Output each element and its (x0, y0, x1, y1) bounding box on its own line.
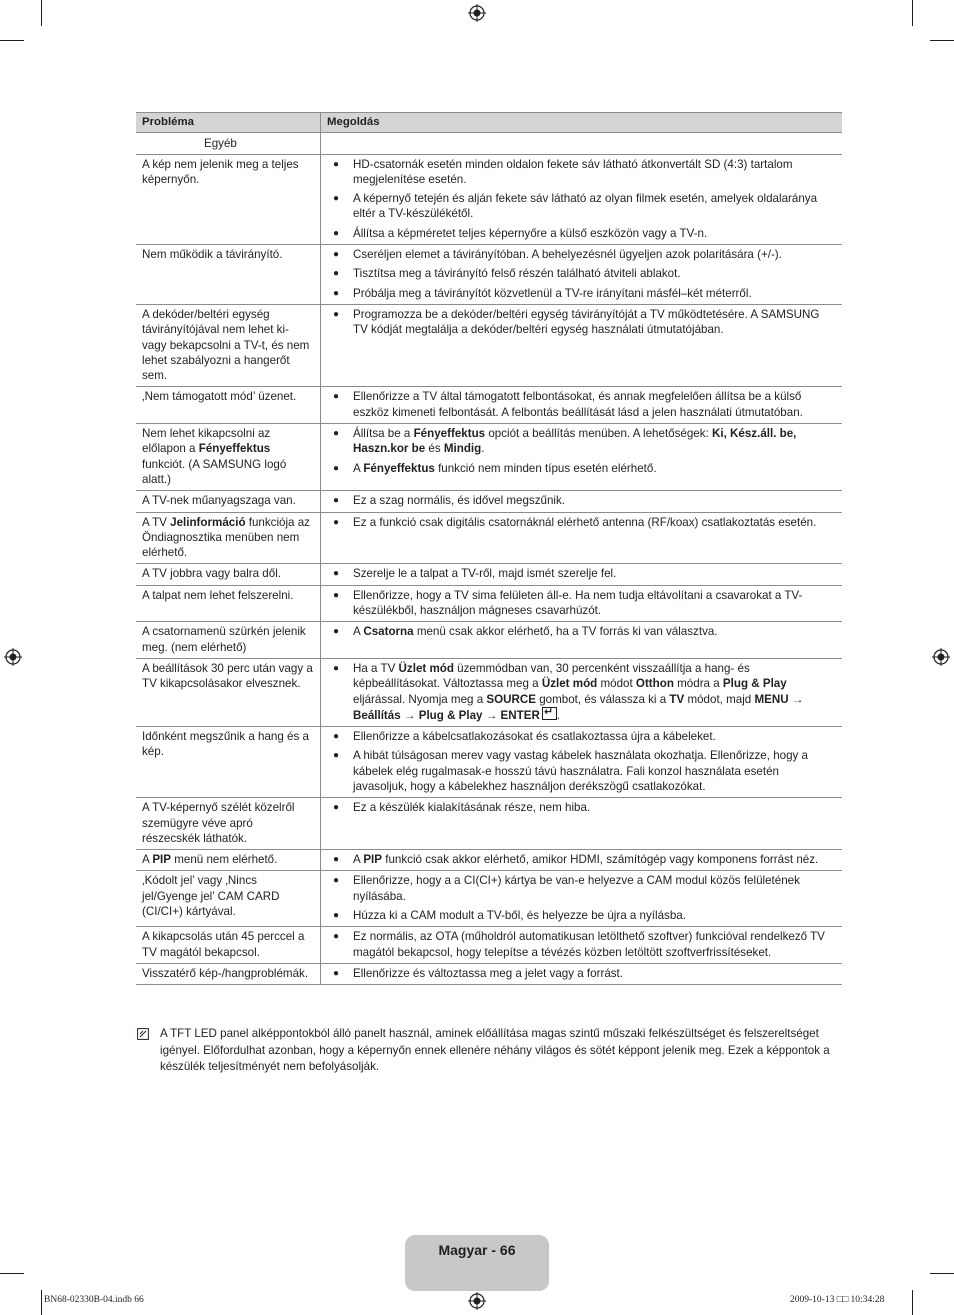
problem-cell: A dekóder/beltéri egység távirányítójával nem lehet ki- vagy bekapcsolni a TV-t, és nem lehet szabályozni a hangerőt sem. (136, 304, 321, 386)
crop-mark (41, 1290, 42, 1315)
list-item: ● A PIP funkció csak akkor elérhető, amikor HDMI, számítógép vagy komponens forrást néz. (333, 853, 819, 867)
list-item: ● Cseréljen elemet a távirányítóban. A behelyezésnél ügyeljen azok polaritására (+/-). (333, 248, 782, 262)
registration-mark-icon (468, 4, 486, 22)
table-row (136, 798, 842, 850)
table-row (136, 850, 842, 871)
solution-cell (321, 585, 843, 622)
bullet-icon: ● (333, 568, 340, 580)
table-row (136, 387, 842, 424)
bullet-icon: ● (333, 967, 340, 979)
troubleshooting-table (136, 112, 842, 985)
list-item: ● Próbálja meg a távirányítót közvetlenül a TV-re irányítani másfél–két méterről. (333, 286, 752, 300)
bullet-icon: ● (333, 268, 340, 280)
crop-mark (0, 1273, 24, 1274)
page-number: Magyar - 66 (438, 1242, 516, 1258)
enter-key-icon (542, 707, 557, 720)
note-block (137, 1026, 842, 1076)
solution-cell (321, 727, 843, 798)
bullet-icon: ● (333, 287, 340, 299)
list-item: ● A Csatorna menü csak akkor elérhető, ha a TV forrás ki van választva. (333, 625, 718, 639)
list-item: ● HD-csatornák esetén minden oldalon fekete sáv látható átkonvertált SD (4:3) tartalom megjelenítése esetén. (333, 157, 793, 186)
category-label: Egyéb (136, 133, 321, 154)
list-item: ● Ez a szag normális, és idővel megszűnik. (333, 494, 565, 508)
problem-cell: A TV Jelinformáció funkciója az Öndiagnosztika menüben nem elérhető. (136, 512, 321, 564)
problem-cell: A kép nem jelenik meg a teljes képernyőn. (136, 154, 321, 244)
solution-cell (321, 245, 843, 305)
problem-cell: Visszatérő kép-/hangproblémák. (136, 963, 321, 984)
table-header-row (136, 113, 842, 133)
table-row (136, 658, 842, 726)
problem-cell: Időnként megszűnik a hang és a kép. (136, 727, 321, 798)
solution-cell (321, 658, 843, 726)
solution-cell (321, 512, 843, 564)
problem-cell: A kikapcsolás után 45 perccel a TV magától bekapcsol. (136, 927, 321, 964)
table-row (136, 245, 842, 305)
list-item: ● Állítsa be a Fényeffektus opciót a beállítás menüben. A lehetőségek: Ki, Kész.áll. be, Haszn.kor be és Mindig. (333, 427, 797, 456)
solution-cell (321, 622, 843, 659)
bullet-icon: ● (333, 750, 340, 762)
bullet-icon: ● (333, 731, 340, 743)
bullet-icon: ● (333, 495, 340, 507)
list-item: ● Ellenőrizze a TV által támogatott felbontásokat, és annak megfelelően állítsa be a külső eszköz kimeneti felbontását. A felbontás beállítását lásd a jelen használati útmutatóban. (333, 390, 803, 419)
print-slug-left: BN68-02330B-04.indb 66 (44, 1295, 144, 1305)
solution-cell (321, 871, 843, 927)
bullet-icon: ● (333, 193, 340, 205)
column-header-problem: Probléma (136, 113, 321, 133)
category-row (136, 133, 842, 154)
table-row (136, 564, 842, 585)
solution-cell (321, 963, 843, 984)
solution-cell (321, 154, 843, 244)
bullet-icon: ● (333, 227, 340, 239)
registration-mark-icon (468, 1292, 486, 1310)
problem-cell: Nem lehet kikapcsolni az előlapon a Fényeffektus funkciót. (A SAMSUNG logó alatt.) (136, 424, 321, 491)
crop-mark (41, 0, 42, 26)
crop-mark (912, 1290, 913, 1315)
bullet-icon: ● (333, 854, 340, 866)
problem-cell: A csatornamenü szürkén jelenik meg. (nem elérhető) (136, 622, 321, 659)
table-row (136, 927, 842, 964)
solution-cell (321, 304, 843, 386)
solution-cell (321, 564, 843, 585)
list-item: ● Ez a készülék kialakításának része, nem hiba. (333, 801, 591, 815)
list-item: ● Ez normális, az OTA (műholdról automatikusan letölthető szoftver) funkcióval rendelkező TV magától bekapcsol, hogy telepítse a tévézés közben letöltött szoftverfrissítéseket. (333, 930, 825, 959)
list-item: ● A Fényeffektus funkció nem minden típus esetén elérhető. (333, 461, 657, 475)
note-text: A TFT LED panel alképpontokból álló panelt használ, aminek előállítása magas szintű műszaki felkészültséget és felszereltséget igényel. Előfordulhat azonban, hogy a képernyőn ennek ellenére néhány világos és sötét képpont jelenik meg. Ezek a képpontok a készülék teljesítményét nem befolyásolják. (160, 1027, 830, 1074)
bullet-icon: ● (333, 428, 340, 440)
list-item: ● Ellenőrizze a kábelcsatlakozásokat és csatlakoztassa újra a kábeleket. (333, 730, 716, 744)
solution-cell (321, 850, 843, 871)
list-item: ● A hibát túlságosan merev vagy vastag kábelek használata okozhatja. Ellenőrizze, hogy a kábelek elég rugalmasak-e hosszú távú használatra. Fali konzol használata esetén javasoljuk, hogy a kábelekhez használjon derékszögű csatlakozókat. (333, 749, 809, 793)
crop-mark (930, 1273, 954, 1274)
bullet-icon: ● (333, 626, 340, 638)
list-item: ● Tisztítsa meg a távirányító felső részén található átviteli ablakot. (333, 267, 681, 281)
table-row (136, 727, 842, 798)
bullet-icon: ● (333, 802, 340, 814)
problem-cell: ‚Nem támogatott mód’ üzenet. (136, 387, 321, 424)
list-item: ● Ha a TV Üzlet mód üzemmódban van, 30 percenként visszaállítja a hang- és képbeállításokat. Változtassa meg a Üzlet mód módot Otthon módra a Plug & Play eljárással. Nyomja meg a SOURCE gombot, és válassza ki a TV módot, majd MENU → Beállítás → Plug & Play → ENTER↵ . (327, 661, 834, 723)
print-slug-right: 2009-10-13 □□ 10:34:28 (790, 1295, 885, 1305)
note-icon (137, 1028, 149, 1040)
solution-cell (321, 424, 843, 491)
page-number-box (405, 1235, 549, 1291)
crop-mark (912, 0, 913, 26)
problem-cell: A TV-nek műanyagszaga van. (136, 491, 321, 512)
table-row (136, 304, 842, 386)
registration-mark-icon (4, 648, 22, 666)
solution-cell (321, 387, 843, 424)
registration-mark-icon (932, 648, 950, 666)
solution-cell (321, 491, 843, 512)
table-row (136, 491, 842, 512)
table-row (136, 585, 842, 622)
table-row (136, 963, 842, 984)
bullet-icon: ● (333, 308, 340, 320)
crop-mark (0, 40, 24, 41)
problem-cell: Nem működik a távirányító. (136, 245, 321, 305)
list-item: ● Programozza be a dekóder/beltéri egység távirányítóját a TV működtetésére. A SAMSUNG TV kódját megtalálja a dekóder/beltéri egység használati útmutatójában. (333, 307, 820, 337)
table-row (136, 154, 842, 244)
bullet-icon: ● (333, 910, 340, 922)
problem-cell: A TV jobbra vagy balra dől. (136, 564, 321, 585)
problem-cell: ‚Kódolt jel’ vagy ‚Nincs jel/Gyenge jel’ CAM CARD (CI/CI+) kártyával. (136, 871, 321, 927)
table-row (136, 871, 842, 927)
bullet-icon: ● (333, 516, 340, 528)
list-item: ● Ellenőrizze, hogy a TV sima felületen áll-e. Ha nem tudja eltávolítani a csavarokat a TV-készülékből, használjon mágneses csavarhúzót. (333, 588, 803, 618)
list-item: ● Ellenőrizze, hogy a a CI(CI+) kártya be van-e helyezve a CAM modul közös felületének nyílásába. (333, 874, 800, 903)
problem-cell: A TV-képernyő szélét közelről szemügyre véve apró részecskék láthatók. (136, 798, 321, 850)
problem-cell: A talpat nem lehet felszerelni. (136, 585, 321, 622)
bullet-icon: ● (333, 662, 340, 674)
list-item: ● Állítsa a képméretet teljes képernyőre a külső eszközön vagy a TV-n. (333, 226, 708, 240)
bullet-icon: ● (333, 249, 340, 261)
table-row (136, 512, 842, 564)
table-row (136, 424, 842, 491)
list-item: ● Szerelje le a talpat a TV-ről, majd ismét szerelje fel. (333, 567, 617, 581)
bullet-icon: ● (333, 462, 340, 474)
table-row (136, 622, 842, 659)
bullet-icon: ● (333, 158, 340, 170)
list-item: ● Ez a funkció csak digitális csatornáknál elérhető antenna (RF/koax) csatlakoztatás esetén. (333, 515, 817, 529)
bullet-icon: ● (333, 589, 340, 601)
bullet-icon: ● (333, 875, 340, 887)
bullet-icon: ● (333, 391, 340, 403)
category-empty-cell (321, 133, 843, 154)
list-item: ● A képernyő tetején és alján fekete sáv látható az olyan filmek esetén, amelyek oldalaránya eltér a TV-készülékétől. (333, 192, 818, 221)
solution-cell (321, 798, 843, 850)
bullet-icon: ● (333, 931, 340, 943)
column-header-solution: Megoldás (321, 113, 843, 133)
problem-cell: A beállítások 30 perc után vagy a TV kikapcsolásakor elvesznek. (136, 658, 321, 726)
crop-mark (930, 40, 954, 41)
list-item: ● Ellenőrizze és változtassa meg a jelet vagy a forrást. (333, 966, 624, 980)
list-item: ● Húzza ki a CAM modult a TV-ből, és helyezze be újra a nyílásba. (333, 909, 686, 923)
problem-cell: A PIP menü nem elérhető. (136, 850, 321, 871)
solution-cell (321, 927, 843, 964)
